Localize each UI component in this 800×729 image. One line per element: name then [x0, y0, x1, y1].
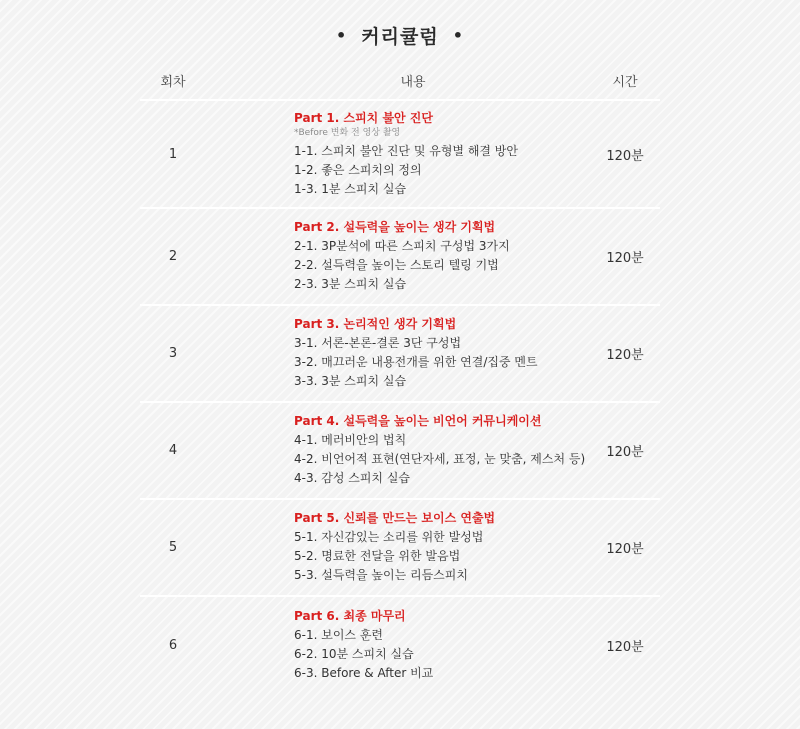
session-number: 5 — [168, 540, 178, 555]
title-bullet-left: • — [336, 26, 348, 45]
table-row — [140, 597, 660, 693]
list-item: 5-1. 자신감있는 소리를 위한 발성법 — [294, 530, 484, 544]
part-title: Part 3. 논리적인 생각 기획법 — [294, 317, 457, 331]
list-item: 5-3. 설득력을 높이는 리듬스피치 — [294, 568, 468, 582]
session-time: 120분 — [606, 148, 644, 164]
session-content — [206, 100, 590, 209]
table-row — [140, 500, 660, 597]
list-item: 1-1. 스피치 불안 진단 및 유형별 해결 방안 — [294, 143, 518, 158]
list-item: 3-1. 서론-본론-결론 3단 구성법 — [294, 336, 462, 350]
list-item: 6-2. 10분 스피치 실습 — [294, 646, 414, 661]
part-title: Part 2. 설득력을 높이는 생각 기획법 — [294, 220, 496, 234]
table-row — [140, 306, 660, 403]
session-number: 6 — [168, 637, 178, 653]
session-time: 120분 — [606, 542, 644, 557]
table-row — [140, 101, 660, 209]
list-item: 1-2. 좋은 스피치의 정의 — [294, 162, 422, 177]
part-title: Part 5. 신뢰를 만드는 보이스 연출법 — [294, 511, 496, 525]
header-no: 회차 — [160, 75, 186, 90]
curriculum-table — [140, 62, 660, 693]
list-item: 6-1. 보이스 훈련 — [294, 627, 384, 642]
session-time: 120분 — [606, 348, 644, 363]
header-time: 시간 — [612, 75, 638, 90]
session-content — [206, 403, 590, 498]
list-item: 4-3. 감성 스피치 실습 — [294, 471, 411, 485]
list-item: 2-1. 3P분석에 따른 스피치 구성법 3가지 — [294, 239, 510, 253]
list-item: 3-3. 3분 스피치 실습 — [294, 374, 407, 388]
table-row — [140, 403, 660, 500]
session-number: 2 — [168, 249, 178, 264]
page-title — [0, 22, 800, 49]
table-header — [140, 62, 660, 101]
part-title: Part 6. 최종 마무리 — [294, 608, 406, 623]
session-time: 120분 — [606, 251, 644, 266]
session-content — [206, 500, 590, 595]
list-item: 2-3. 3분 스피치 실습 — [294, 277, 407, 291]
list-item: 2-2. 설득력을 높이는 스토리 텔링 기법 — [294, 258, 499, 272]
session-time: 120분 — [606, 639, 644, 655]
list-item: 1-3. 1분 스피치 실습 — [294, 181, 407, 196]
header-content: 내용 — [400, 75, 426, 90]
list-item: 4-2. 비언어적 표현(연단자세, 표정, 눈 맞춤, 제스처 등) — [294, 452, 586, 466]
session-content — [206, 306, 590, 401]
session-content — [206, 209, 590, 304]
list-item: 5-2. 명료한 전달을 위한 발음법 — [294, 549, 461, 563]
part-title: Part 4. 설득력을 높이는 비언어 커뮤니케이션 — [294, 414, 542, 428]
list-item: 6-3. Before & After 비교 — [294, 665, 434, 680]
title-bullet-right: • — [452, 26, 464, 45]
table-row — [140, 209, 660, 306]
session-number: 4 — [168, 443, 178, 458]
session-time: 120분 — [606, 445, 644, 460]
session-content — [206, 598, 590, 693]
part-note: *Before 변화 전 영상 촬영 — [294, 127, 401, 138]
list-item: 4-1. 메러비안의 법칙 — [294, 433, 407, 447]
part-title: Part 1. 스피치 불안 진단 — [294, 110, 433, 125]
list-item: 3-2. 매끄러운 내용전개를 위한 연결/집중 멘트 — [294, 355, 538, 369]
session-number: 1 — [168, 146, 178, 162]
session-number: 3 — [168, 346, 178, 361]
title-text: 커리큘럼 — [361, 26, 439, 48]
